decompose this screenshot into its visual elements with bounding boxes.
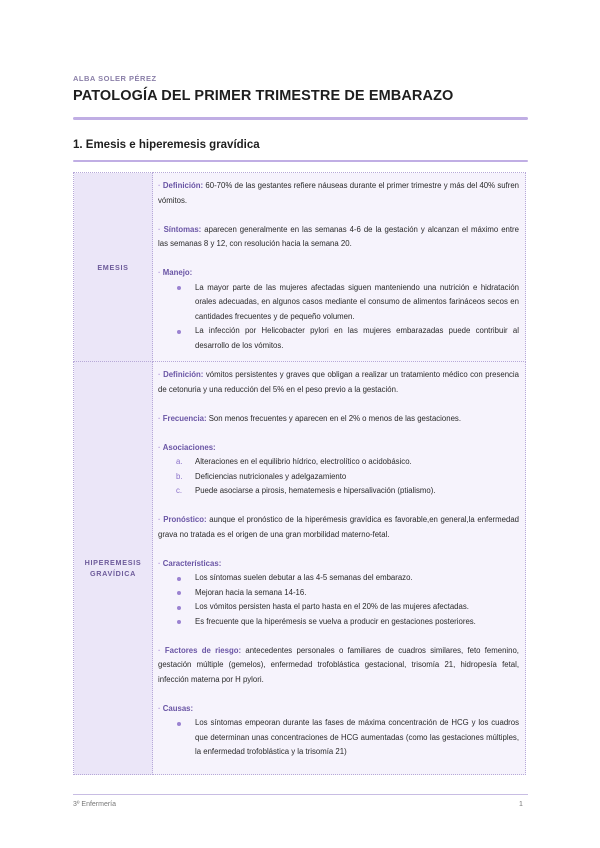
row-label-text: HIPEREMESIS [84,558,142,567]
bullet-dot-icon: · [158,224,161,234]
hiperemesis-definicion [158,368,519,397]
causas-list [158,716,519,760]
content-table [73,172,526,775]
hiperemesis-frecuencia [158,412,519,427]
bullet-dot-icon: · [158,515,161,524]
field-label: Síntomas: [163,224,202,234]
row-content-hiperemesis [153,362,526,775]
bullet-dot-icon: · [158,703,161,713]
emesis-sintomas [158,223,519,252]
list-item: Mejoran hacia la semana 14-16. [195,586,519,601]
field-label: Pronóstico: [163,515,207,524]
list-item-text: Puede asociarse a pirosis, hematemesis e hipersalivación (ptialismo). [195,486,436,495]
field-text: aparecen generalmente en las semanas 4-6 de la gestación y alcanzan el máximo entre las semanas 8 y 12, con resolución hacia la semana 20. [158,224,519,248]
title-divider [73,117,528,120]
list-item: Los vómitos persisten hasta el parto hasta en el 20% de las mujeres afectadas. [195,600,519,615]
author-name: ALBA SOLER PÉREZ [73,74,157,83]
bullet-dot-icon: · [158,558,161,568]
list-item-text: Deficiencias nutricionales y adelgazamiento [195,471,347,481]
footer-divider [73,794,528,795]
row-content-emesis [153,173,526,362]
hiperemesis-pronostico [158,513,519,542]
list-item [176,455,519,470]
field-label: Frecuencia: [162,413,207,423]
list-letter: c. [176,486,183,495]
row-label-text: GRAVÍDICA [89,569,137,578]
field-text: 60-70% de las gestantes refiere náuseas durante el primer trimestre y más del 40% sufren vómitos. [158,181,519,205]
table-row-emesis [74,173,526,362]
list-letter: b. [176,471,183,481]
list-item: Los síntomas suelen debutar a las 4-5 semanas del embarazo. [195,571,519,586]
emesis-definicion [158,179,519,208]
document-title: PATOLOGÍA DEL PRIMER TRIMESTRE DE EMBARAZO [73,88,454,104]
field-label: Asociaciones: [162,442,216,452]
emesis-manejo [158,266,519,281]
bullet-dot-icon: · [158,645,161,655]
field-label: Características: [162,558,222,568]
list-item: La mayor parte de las mujeres afectadas siguen manteniendo una nutrición e hidratación orales adecuadas, en algunos casos mediante el consumo de alimentos farináceos secos en cantidades frecuentes y de pequeño volumen. [195,281,519,325]
hiperemesis-asociaciones [158,441,519,456]
field-label: Manejo: [162,268,193,277]
table-row-hiperemesis [74,362,526,775]
hiperemesis-factores [158,644,519,688]
field-text: aunque el pronóstico de la hiperémesis gravídica es favorable,en general,la enfermedad grava no tratada es el origen de una gran morbilidad materno-fetal. [158,515,519,539]
asociaciones-list [158,455,519,499]
row-label-text: EMESIS [97,262,129,272]
field-label: Definición: [162,181,204,190]
field-label: Definición: [163,370,204,379]
bullet-dot-icon: · [158,442,161,452]
footer-course: 3º Enfermería [73,801,117,808]
emesis-manejo-list [158,281,519,354]
list-item: La infección por Helicobacter pylori en las mujeres embarazadas puede contribuir al desarrollo de los vómitos. [195,324,519,353]
row-label-hiperemesis [74,362,153,775]
list-item-text: Alteraciones en el equilibrio hídrico, electrolítico o acidobásico. [195,457,412,466]
hiperemesis-causas [158,702,519,717]
bullet-dot-icon: · [158,413,161,423]
field-text: vómitos persistentes y graves que obligan a realizar un tratamiento médico con presencia de cetonuria y una reducción del 5% en el peso previo a la gestación. [158,370,520,394]
section-title: 1. Emesis e hiperemesis gravídica [73,139,260,151]
bullet-dot-icon: · [158,370,161,379]
caracteristicas-list [158,571,519,629]
field-text: antecedentes personales o familiares de cuadros similares, feto femenino, gestación múltiple (gemelos), enfermedad trofoblástica gestacional, trisomía 21, hidropesía fetal, infección materna por H pylori. [158,645,519,684]
field-text: Son menos frecuentes y aparecen en el 2% o menos de las gestaciones. [206,413,461,423]
list-item: Los síntomas empeoran durante las fases de máxima concentración de HCG y los cuadros que determinan unas concentraciones de HCG aumentadas (como las gestaciones múltiples, la enfermedad trofoblástica y la trisomía 21) [195,716,519,760]
section-divider [73,160,528,162]
bullet-dot-icon: · [158,268,161,277]
list-letter: a. [176,457,183,466]
hiperemesis-caracteristicas [158,557,519,572]
page-number: 1 [519,801,523,808]
field-label: Causas: [162,703,194,713]
field-label: Factores de riesgo: [164,645,242,655]
row-label-emesis [74,173,153,362]
list-item [176,470,519,485]
list-item [176,484,519,499]
list-item: Es frecuente que la hiperémesis se vuelva a producir en gestaciones posteriores. [195,615,519,630]
bullet-dot-icon: · [158,181,161,190]
